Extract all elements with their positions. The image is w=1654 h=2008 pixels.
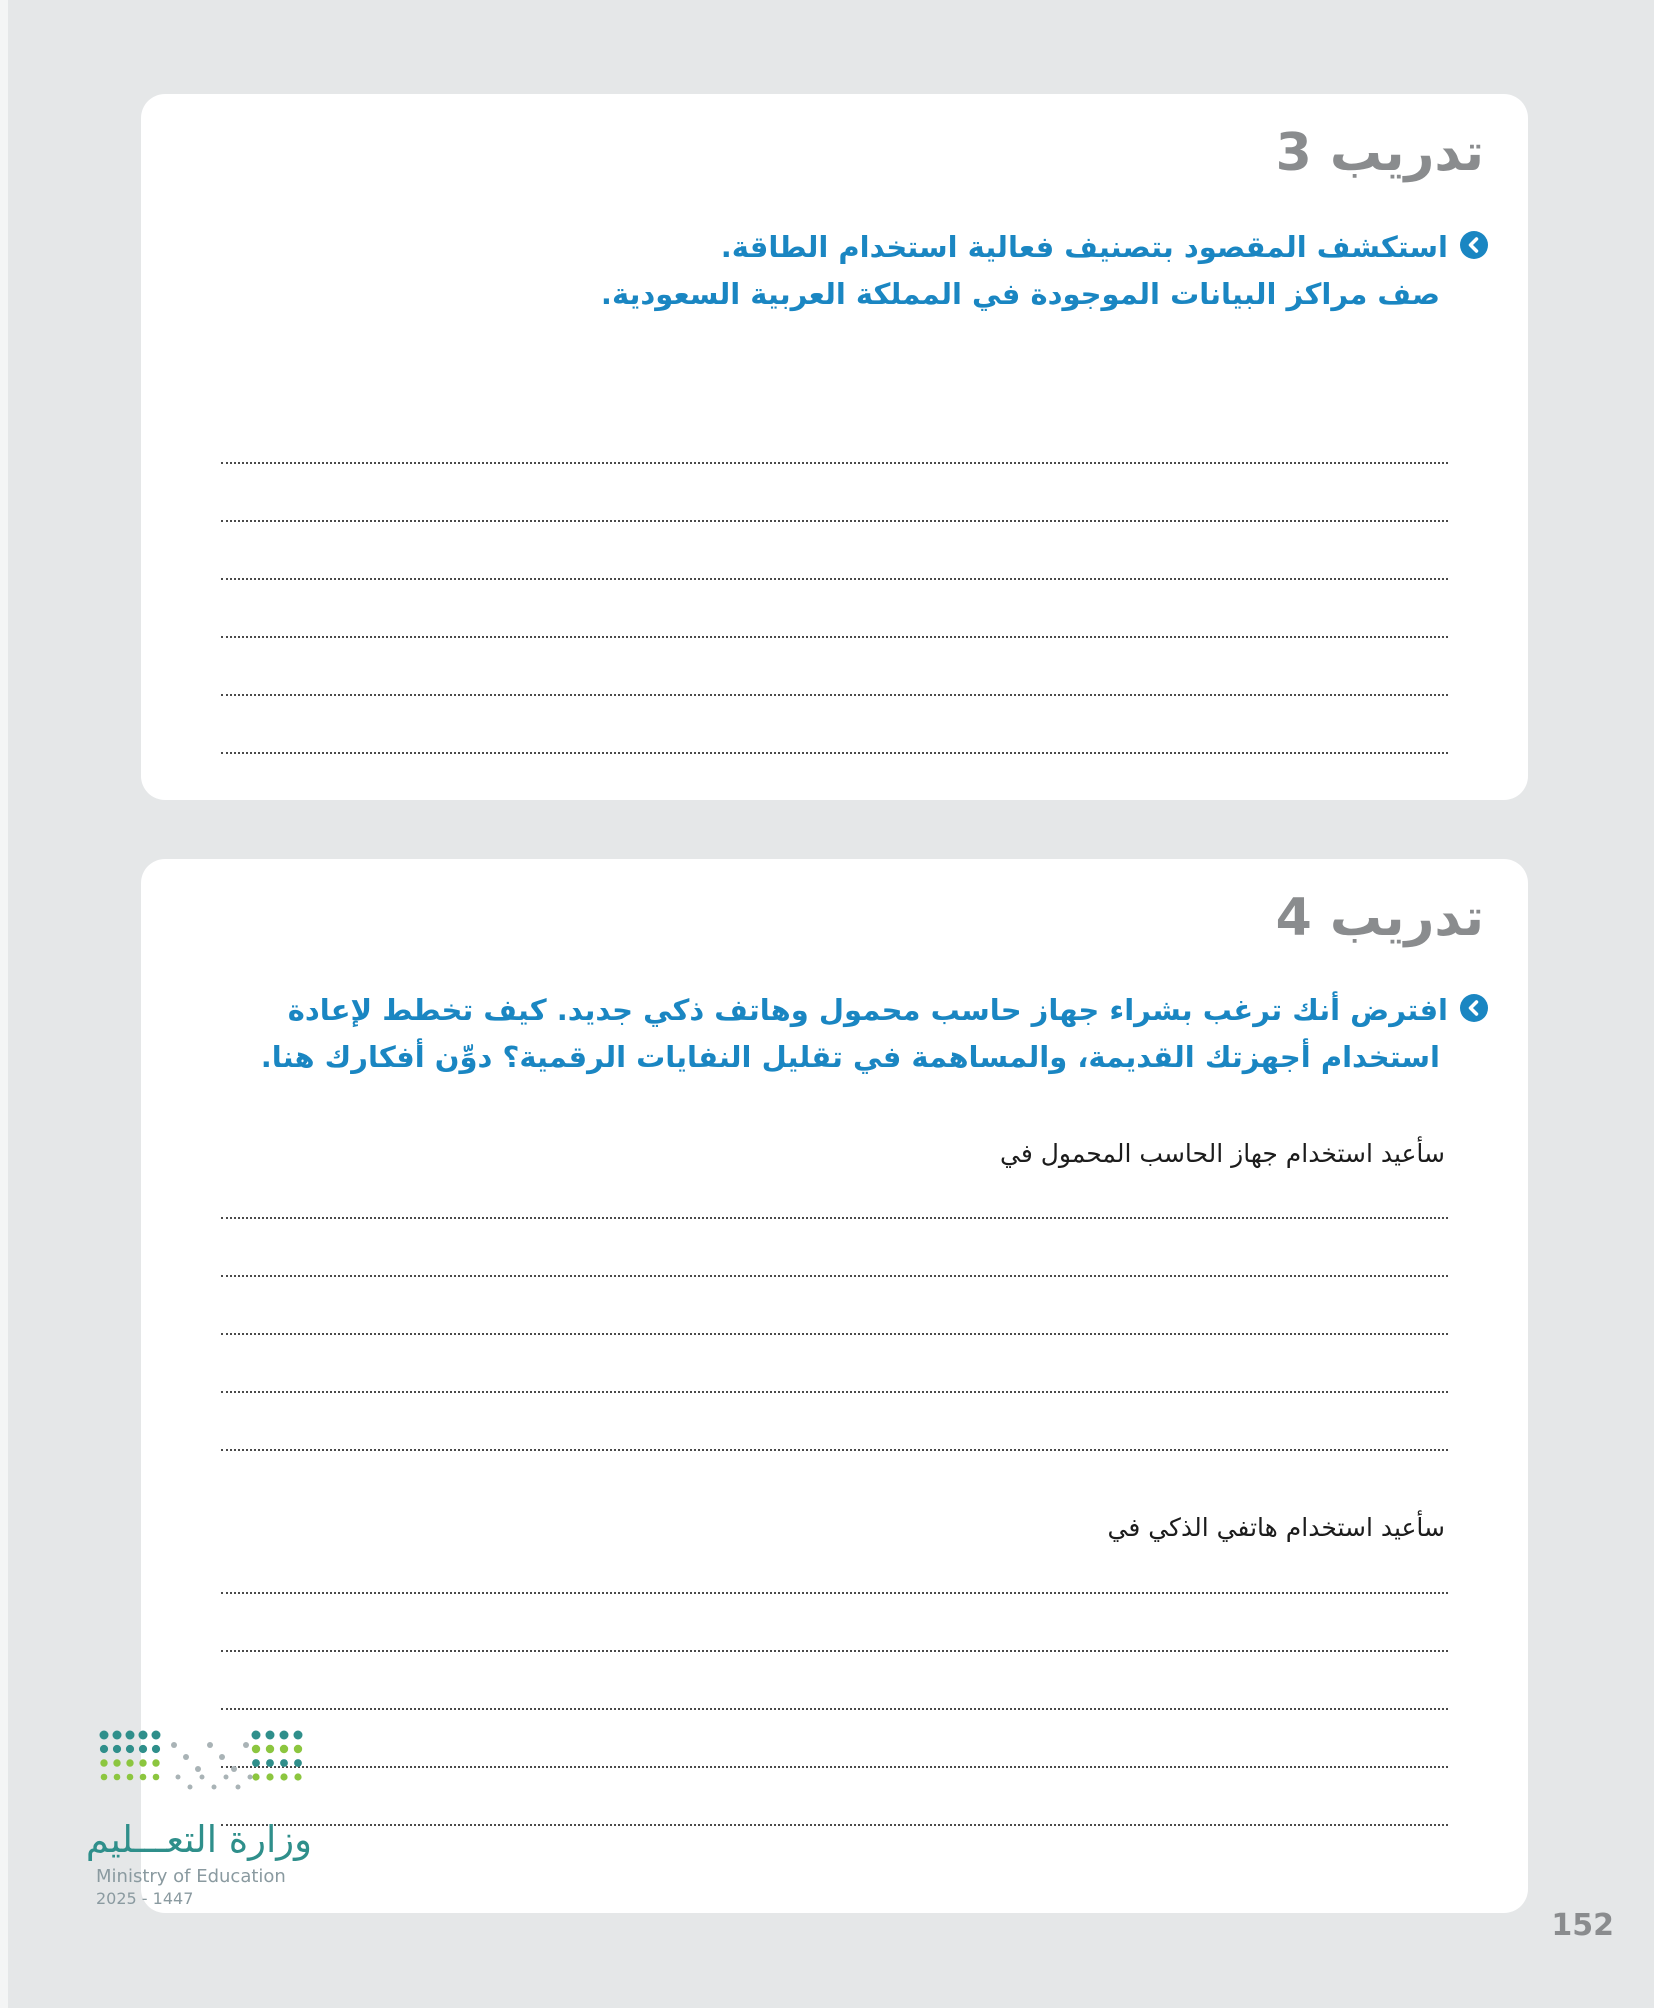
logo-dot <box>236 1785 241 1790</box>
logo-dot <box>100 1759 107 1766</box>
logo-dot <box>266 1759 274 1767</box>
logo-dot <box>171 1742 177 1748</box>
answer-line[interactable] <box>221 1161 1448 1219</box>
logo-dot <box>231 1766 237 1772</box>
answer-line[interactable] <box>221 1594 1448 1652</box>
exercise-4-instruction-line-1 <box>288 987 1488 1034</box>
logo-dot <box>248 1775 253 1780</box>
logo-dot <box>252 1731 261 1740</box>
answer-line[interactable] <box>221 1277 1448 1335</box>
ministry-name-arabic: وزارة التعـــليم <box>85 1818 312 1861</box>
exercise-4-instruction-line-2: استخدام أجهزتك القديمة، والمساهمة في تقليل النفايات الرقمية؟ دوِّن أفكارك هنا. <box>260 1040 1440 1074</box>
logo-dot <box>139 1731 148 1740</box>
logo-dot <box>224 1775 229 1780</box>
logo-dot <box>113 1731 122 1740</box>
exercise-3-instruction <box>328 224 1488 318</box>
exercise-3-instruction-line-1 <box>328 224 1488 271</box>
answer-line[interactable] <box>221 1536 1448 1594</box>
phone-answer-lines[interactable] <box>221 1536 1448 1826</box>
chevron-left-icon <box>1460 231 1488 259</box>
logo-dot <box>183 1754 189 1760</box>
exercise-3-answer-lines[interactable] <box>221 406 1448 754</box>
exercise-3-instruction-line-2: صف مراكز البيانات الموجودة في المملكة العربية السعودية. <box>600 277 1440 311</box>
page-number: 152 <box>1551 1908 1614 1943</box>
logo-dot <box>100 1745 108 1753</box>
logo-dot <box>266 1731 275 1740</box>
ministry-year: 2025 - 1447 <box>96 1889 194 1908</box>
exercise-4-card <box>141 859 1528 1913</box>
exercise-4-instruction-text-1: افترض أنك ترغب بشراء جهاز حاسب محمول وهاتف ذكي جديد. كيف تخطط لإعادة <box>287 993 1448 1027</box>
logo-dot <box>294 1759 302 1767</box>
answer-line[interactable] <box>221 464 1448 522</box>
page-edge-strip <box>0 0 8 2008</box>
ministry-name-english: Ministry of Education <box>96 1866 286 1887</box>
answer-line[interactable] <box>221 696 1448 754</box>
logo-dot <box>126 1731 135 1740</box>
logo-dot <box>252 1773 259 1780</box>
logo-dot <box>114 1774 121 1781</box>
laptop-answer-lines[interactable] <box>221 1161 1448 1451</box>
logo-dot <box>152 1731 161 1740</box>
exercise-4-instruction <box>260 987 1488 1081</box>
logo-dot <box>200 1775 205 1780</box>
exercise-3-title: تدريب 3 <box>1275 123 1484 183</box>
logo-dot <box>280 1759 288 1767</box>
laptop-reuse-prompt: سأعيد استخدام جهاز الحاسب المحمول في <box>1000 1139 1445 1168</box>
logo-dot <box>252 1759 260 1767</box>
answer-line[interactable] <box>221 1393 1448 1451</box>
logo-dot <box>294 1731 303 1740</box>
answer-line[interactable] <box>221 1335 1448 1393</box>
logo-dot <box>195 1766 201 1772</box>
logo-dot <box>176 1775 181 1780</box>
logo-dot <box>294 1745 302 1753</box>
logo-dot <box>280 1773 287 1780</box>
answer-line[interactable] <box>221 1652 1448 1710</box>
logo-dot <box>152 1745 160 1753</box>
logo-dot <box>139 1759 146 1766</box>
logo-dot <box>140 1774 147 1781</box>
answer-line[interactable] <box>221 1219 1448 1277</box>
logo-dot <box>127 1774 134 1781</box>
logo-dot <box>153 1774 160 1781</box>
answer-line[interactable] <box>221 522 1448 580</box>
exercise-4-title: تدريب 4 <box>1275 888 1484 948</box>
answer-line[interactable] <box>221 638 1448 696</box>
answer-line[interactable] <box>221 1710 1448 1768</box>
logo-dot <box>280 1731 289 1740</box>
logo-dot <box>126 1745 134 1753</box>
logo-dot <box>266 1773 273 1780</box>
logo-dot <box>280 1745 288 1753</box>
logo-dot <box>294 1773 301 1780</box>
answer-line[interactable] <box>221 406 1448 464</box>
answer-line[interactable] <box>221 580 1448 638</box>
logo-dot <box>101 1774 108 1781</box>
logo-dot <box>243 1742 249 1748</box>
logo-dot <box>212 1785 217 1790</box>
exercise-3-card <box>141 94 1528 800</box>
logo-dot <box>266 1745 274 1753</box>
logo-dot <box>207 1742 213 1748</box>
chevron-left-icon <box>1460 994 1488 1022</box>
logo-dot <box>219 1754 225 1760</box>
logo-dot <box>252 1745 260 1753</box>
logo-dot <box>113 1745 121 1753</box>
logo-dot <box>188 1785 193 1790</box>
phone-reuse-prompt: سأعيد استخدام هاتفي الذكي في <box>1107 1513 1445 1542</box>
logo-dot <box>152 1759 159 1766</box>
logo-dot <box>139 1745 147 1753</box>
logo-dot <box>100 1731 109 1740</box>
answer-line[interactable] <box>221 1768 1448 1826</box>
logo-dot <box>126 1759 133 1766</box>
exercise-3-instruction-text-1: استكشف المقصود بتصنيف فعالية استخدام الطاقة. <box>720 230 1448 264</box>
logo-dot <box>113 1759 120 1766</box>
